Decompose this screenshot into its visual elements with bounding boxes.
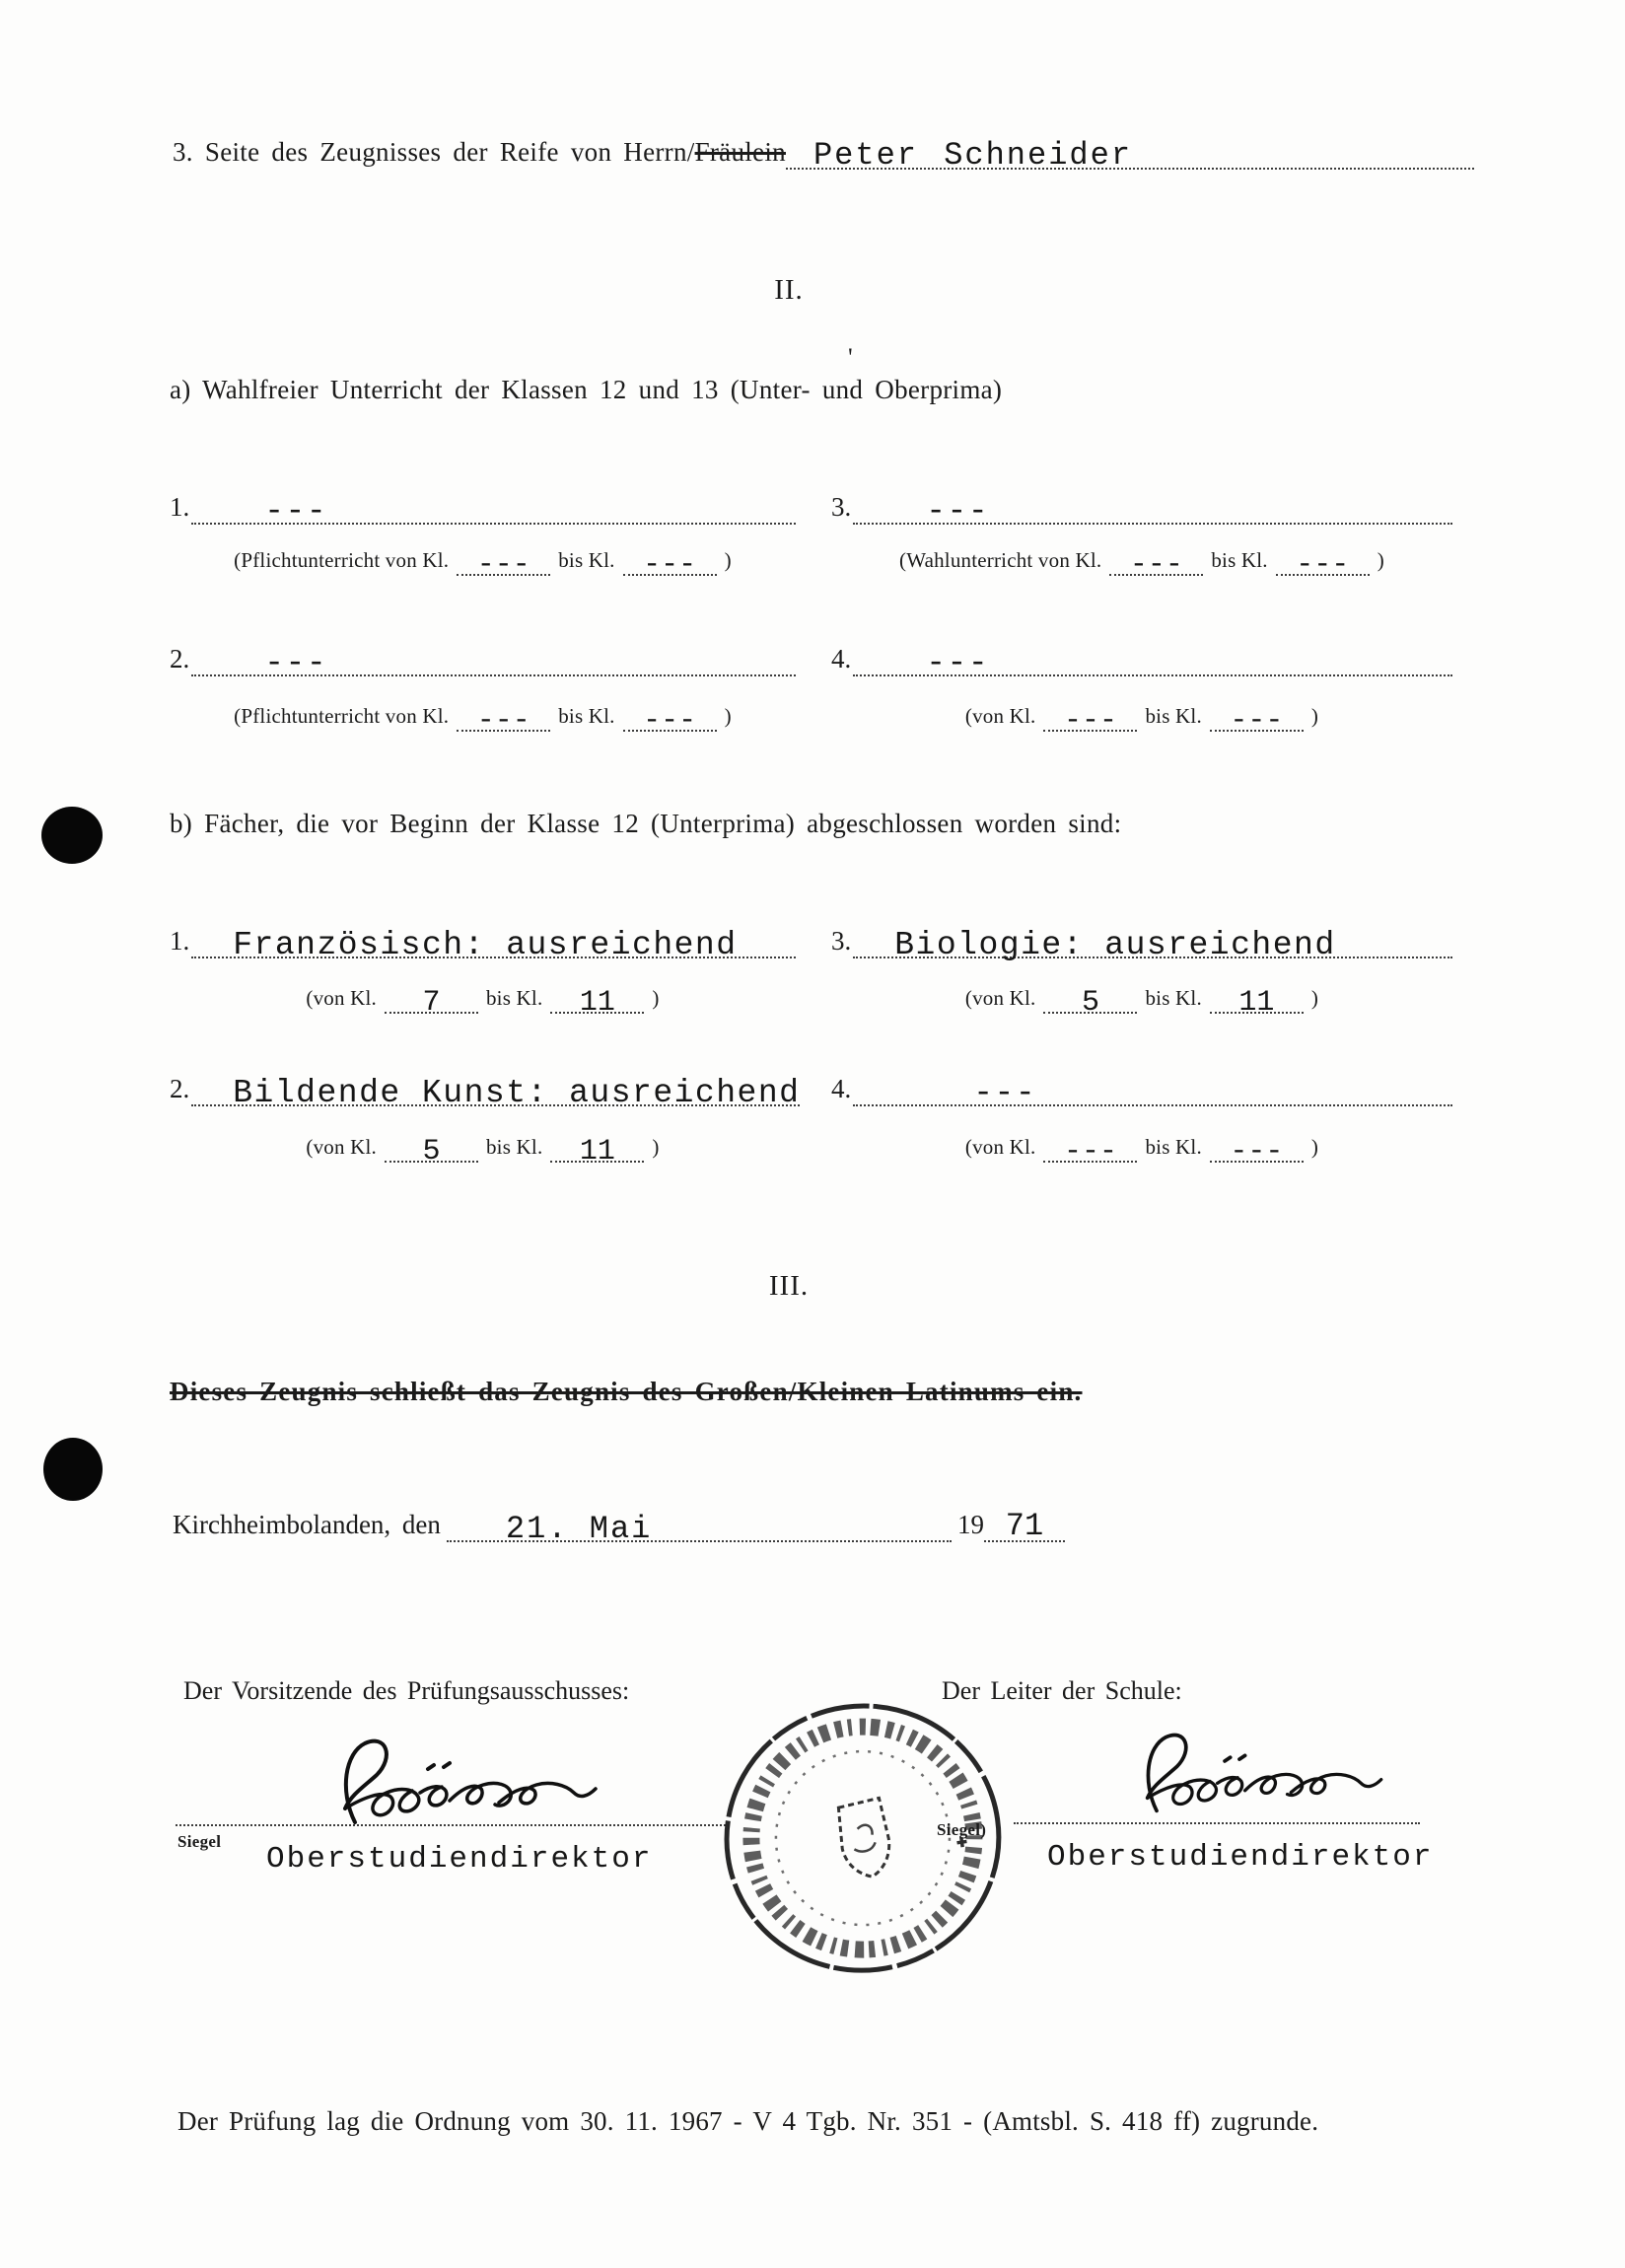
sub-close: ) — [724, 548, 732, 572]
field-a1 — [170, 479, 796, 530]
field-b3-sub — [831, 978, 1452, 1020]
to-value: --- — [1230, 704, 1284, 738]
header-prefix: 3. Seite des Zeugnisses der Reife von Herrn/ — [173, 136, 695, 167]
to-value: --- — [643, 704, 697, 738]
entry-line — [191, 911, 796, 963]
sub-bis: bis Kl. — [1145, 986, 1202, 1010]
sub-close: ) — [652, 1135, 660, 1159]
sub-bis: bis Kl. — [1211, 548, 1268, 572]
to-slot — [550, 978, 644, 1020]
headmaster-role: Oberstudiendirektor — [1047, 1840, 1434, 1875]
field-a2 — [170, 631, 796, 681]
field-a4-value: --- — [926, 645, 990, 681]
from-value: --- — [1129, 548, 1183, 582]
from-slot — [385, 1127, 478, 1169]
field-a1-value: --- — [264, 493, 328, 530]
field-a2-value: --- — [264, 645, 328, 681]
field-b4-value: --- — [973, 1075, 1037, 1111]
from-value: --- — [476, 548, 530, 582]
hole-punch-mark — [43, 1438, 103, 1501]
field-b3 — [831, 913, 1452, 963]
seal-label-left: Siegel — [177, 1832, 222, 1851]
section-ii-heading: II. — [774, 274, 804, 306]
field-a3 — [831, 479, 1452, 530]
sub-close: ) — [1310, 704, 1319, 728]
entry-line — [853, 629, 1452, 681]
seal-label-right: Siegel) — [937, 1820, 987, 1839]
sub-bis: bis Kl. — [1145, 1135, 1202, 1159]
chairman-title: Der Vorsitzende des Prüfungsausschusses: — [183, 1676, 630, 1705]
field-number: 1. — [170, 926, 190, 956]
signature-headmaster — [1129, 1726, 1405, 1822]
header-line — [173, 126, 1474, 175]
to-value: --- — [1230, 1135, 1284, 1169]
hole-punch-mark — [41, 807, 103, 864]
ordinance-footer: Der Prüfung lag die Ordnung vom 30. 11. 1967 - V 4 Tgb. Nr. 351 - (Amtsbl. S. 418 ff) zugrunde. — [177, 2106, 1319, 2136]
sub-lead: (von Kl. — [964, 704, 1036, 728]
field-b2 — [170, 1061, 801, 1111]
to-value: 11 — [579, 986, 615, 1020]
to-slot — [1210, 696, 1304, 738]
name-line — [786, 126, 1474, 175]
to-slot — [623, 696, 717, 738]
from-value: 7 — [422, 986, 441, 1020]
to-value: --- — [643, 548, 697, 582]
stray-mark: ' — [848, 343, 853, 372]
from-slot — [457, 540, 550, 582]
field-a1-sub — [170, 540, 796, 582]
date-slot — [447, 1501, 952, 1547]
field-number: 3. — [831, 926, 852, 956]
sub-lead: (Pflichtunterricht von Kl. — [234, 704, 450, 728]
field-b1 — [170, 913, 796, 963]
to-value: 11 — [1238, 986, 1275, 1020]
holder-name: Peter Schneider — [812, 137, 1133, 175]
sub-lead: (Wahlunterricht von Kl. — [899, 548, 1102, 572]
entry-line — [191, 477, 796, 530]
headmaster-title: Der Leiter der Schule: — [942, 1676, 1182, 1705]
field-number: 4. — [831, 1074, 852, 1103]
to-slot — [1210, 978, 1304, 1020]
field-number: 1. — [170, 492, 190, 522]
chairman-role: Oberstudiendirektor — [266, 1842, 653, 1877]
field-b4 — [831, 1061, 1452, 1111]
date-line — [173, 1501, 1065, 1547]
from-value: --- — [1063, 1135, 1117, 1169]
signature-line-right — [1014, 1822, 1420, 1824]
field-a3-sub — [831, 540, 1452, 582]
entry-line — [853, 477, 1452, 530]
from-slot — [1043, 696, 1137, 738]
year-prefix: 19 — [957, 1510, 984, 1539]
field-number: 2. — [170, 644, 190, 673]
field-b2-sub — [170, 1127, 796, 1169]
field-number: 3. — [831, 492, 852, 522]
entry-line — [853, 1059, 1452, 1111]
field-a3-value: --- — [926, 493, 990, 530]
entry-line — [191, 1059, 801, 1111]
section-iii-heading: III. — [768, 1270, 810, 1302]
from-value: 5 — [1081, 986, 1099, 1020]
to-slot — [623, 540, 717, 582]
sub-close: ) — [652, 986, 660, 1010]
year-value: 71 — [1005, 1508, 1044, 1544]
section-b-title: b) Fächer, die vor Beginn der Klasse 12 (Unterprima) abgeschlossen worden sind: — [170, 809, 1122, 838]
sub-lead: (von Kl. — [964, 1135, 1036, 1159]
date-value: 21. Mai — [505, 1511, 653, 1547]
field-number: 2. — [170, 1074, 190, 1103]
field-a4 — [831, 631, 1452, 681]
header-struck-fraeulein: Fräulein — [694, 136, 786, 167]
sub-bis: bis Kl. — [558, 548, 615, 572]
year-slot — [984, 1501, 1065, 1542]
section-a-title: a) Wahlfreier Unterricht der Klassen 12 und 13 (Unter- und Oberprima) — [170, 375, 1003, 404]
field-b1-value: Französisch: ausreichend — [233, 927, 738, 963]
sub-lead: (von Kl. — [964, 986, 1036, 1010]
sub-close: ) — [1310, 1135, 1319, 1159]
field-b3-value: Biologie: ausreichend — [894, 927, 1336, 963]
sub-lead: (von Kl. — [306, 986, 377, 1010]
sub-close: ) — [1377, 548, 1384, 572]
from-slot — [1109, 540, 1203, 582]
field-b4-sub — [831, 1127, 1452, 1169]
to-slot — [1276, 540, 1370, 582]
signature-line-left — [176, 1824, 726, 1826]
from-value: --- — [1063, 704, 1117, 738]
sub-bis: bis Kl. — [485, 1135, 543, 1159]
to-slot — [550, 1127, 644, 1169]
to-value: 11 — [579, 1135, 615, 1169]
sub-close: ) — [1310, 986, 1319, 1010]
sub-bis: bis Kl. — [1145, 704, 1202, 728]
from-slot — [457, 696, 550, 738]
field-a2-sub — [170, 696, 796, 738]
field-number: 4. — [831, 644, 852, 673]
from-slot — [1043, 1127, 1137, 1169]
field-a4-sub — [831, 696, 1452, 738]
from-value: --- — [476, 704, 530, 738]
sub-close: ) — [724, 704, 732, 728]
place-label: Kirchheimbolanden, den — [173, 1510, 441, 1539]
sub-lead: (von Kl. — [306, 1135, 377, 1159]
latinum-clause-struck: Dieses Zeugnis schließt das Zeugnis des Großen/Kleinen Latinums ein. — [170, 1377, 1083, 1406]
signature-chairman — [325, 1732, 621, 1834]
entry-line — [191, 629, 796, 681]
sub-bis: bis Kl. — [558, 704, 615, 728]
field-b2-value: Bildende Kunst: ausreichend — [233, 1075, 801, 1111]
sub-lead: (Pflichtunterricht von Kl. — [234, 548, 450, 572]
sub-bis: bis Kl. — [485, 986, 543, 1010]
to-slot — [1210, 1127, 1304, 1169]
field-b1-sub — [170, 978, 796, 1020]
entry-line — [853, 911, 1452, 963]
from-value: 5 — [422, 1135, 441, 1169]
from-slot — [1043, 978, 1137, 1020]
from-slot — [385, 978, 478, 1020]
to-value: --- — [1296, 548, 1350, 582]
